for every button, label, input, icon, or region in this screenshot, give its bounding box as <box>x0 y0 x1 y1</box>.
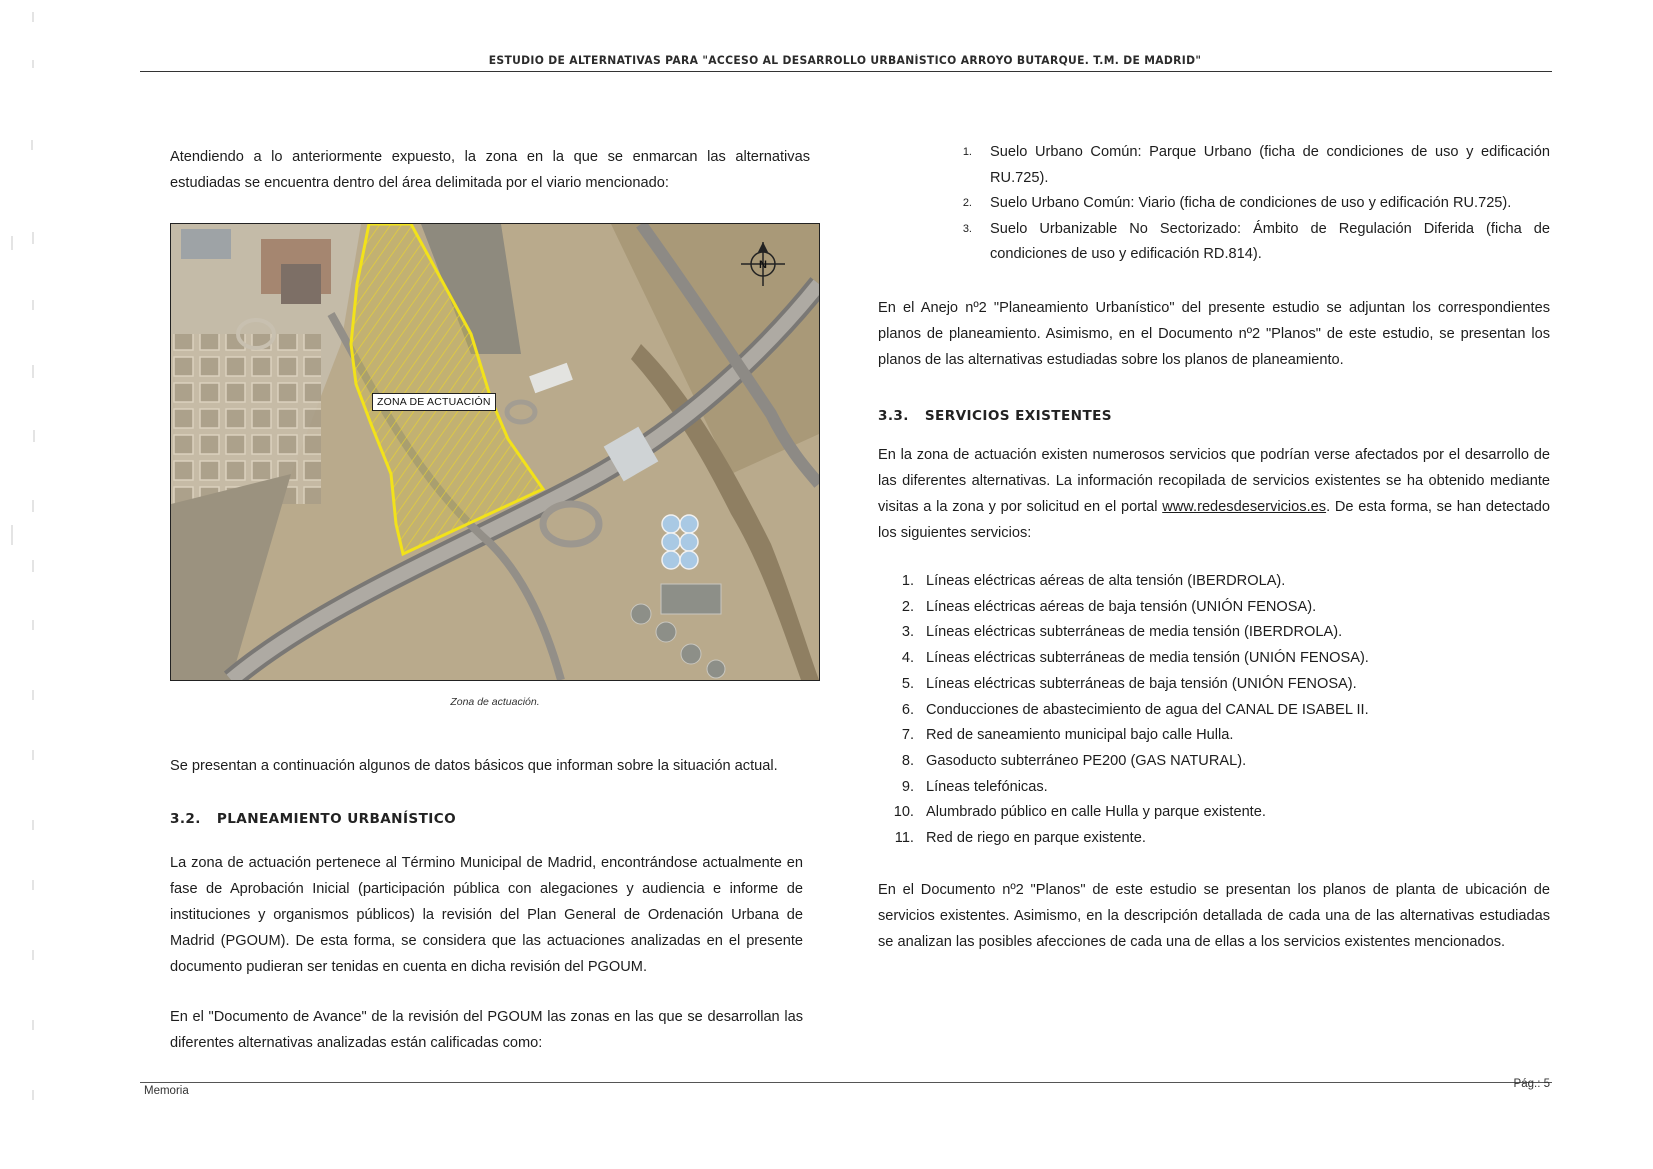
intro-paragraph: Atendiendo a lo anteriormente expuesto, la zona en la que se enmarcan las alternativas estudiadas se encuentra dentro del área delimitada por el viario mencionado: <box>170 149 810 191</box>
zona-de-actuacion-label: ZONA DE ACTUACIÓN <box>372 393 496 411</box>
aerial-photo <box>171 224 819 680</box>
document-header-title: ESTUDIO DE ALTERNATIVAS PARA "ACCESO AL DESARROLLO URBANÍSTICO ARROYO BUTARQUE. T.M. DE MADRID" <box>488 54 1202 67</box>
scan-edge-marks <box>0 0 40 1169</box>
aerial-map <box>170 223 820 681</box>
list-item-text: Líneas eléctricas aéreas de baja tensión (UNIÓN FENOSA). <box>926 598 1317 615</box>
section-title: SERVICIOS EXISTENTES <box>924 408 1112 424</box>
list-item <box>878 646 1550 672</box>
list-item-number: 5. <box>901 675 914 692</box>
section-heading-3-2 <box>170 806 456 832</box>
calificaciones-list <box>948 140 1550 268</box>
list-item-number: 8. <box>901 752 914 769</box>
list-item-text: Líneas eléctricas aéreas de alta tensión (IBERDROLA). <box>926 573 1286 589</box>
servicios-intro-text-end: . De esta forma, se han detectado los siguientes servicios: <box>878 499 1550 541</box>
servicios-intro-paragraph <box>878 442 1550 546</box>
list-item-number: 9. <box>901 778 914 795</box>
list-item-text: Alumbrado público en calle Hulla y parque existente. <box>926 804 1266 821</box>
list-item-number: 2. <box>901 598 914 615</box>
section-heading-3-3 <box>878 403 1112 429</box>
list-item-text: Red de saneamiento municipal bajo calle Hulla. <box>926 727 1234 744</box>
servicios-intro-text: En la zona de actuación existen numerosos servicios que podrían verse afectados por el desarrollo de las diferentes alternativas. La información recopilada de servicios existentes se ha obtenido mediante visitas a la zona y por solicitud en el portal <box>878 447 1550 515</box>
section-number: 3.2. <box>170 811 201 827</box>
list-item-text: Gasoducto subterráneo PE200 (GAS NATURAL). <box>926 752 1247 769</box>
list-item-number: 10. <box>893 804 914 821</box>
list-item-number: 11. <box>894 830 914 847</box>
list-item <box>878 672 1550 698</box>
list-item <box>948 217 1550 268</box>
north-label: N <box>759 259 767 271</box>
list-item-number: 4. <box>901 650 914 667</box>
section-title: PLANEAMIENTO URBANÍSTICO <box>216 811 457 827</box>
list-item <box>948 191 1550 217</box>
list-item <box>878 569 1550 595</box>
list-item <box>878 723 1550 749</box>
list-item-number: 3. <box>962 222 972 235</box>
planos-paragraph: En el Documento nº2 "Planos" de este estudio se presentan los planos de planta de ubicación de servicios existentes. Asimismo, en la descripción detallada de cada una de las alternativas estudiadas se analizan las posibles afecciones de cada una de ellas a los servicios existentes mencionados. <box>878 882 1550 950</box>
planeamiento-paragraph: La zona de actuación pertenece al Término Municipal de Madrid, encontrándose actualmente en fase de Aprobación Inicial (participación pública con alegaciones y audiencia e informe de instituciones y organismos públicos) la revisión del Plan General de Ordenación Urbana de Madrid (PGOUM). De esta forma, se considera que las actuaciones analizadas en el presente documento pudieran ser tenidas en cuenta en dicha revisión del PGOUM. <box>170 855 803 975</box>
list-item-text: Conducciones de abastecimiento de agua del CANAL DE ISABEL II. <box>926 701 1369 718</box>
list-item <box>878 595 1550 621</box>
list-item-text: Líneas eléctricas subterráneas de media tensión (UNIÓN FENOSA). <box>926 650 1369 667</box>
list-item-text: Líneas telefónicas. <box>926 778 1048 795</box>
list-item-number: 3. <box>901 624 914 641</box>
list-item-number: 1. <box>962 146 972 158</box>
list-item <box>878 698 1550 724</box>
list-item-text: Líneas eléctricas subterráneas de media tensión (IBERDROLA). <box>926 624 1343 641</box>
list-item <box>878 775 1550 801</box>
documento-avance-paragraph: En el "Documento de Avance" de la revisión del PGOUM las zonas en las que se desarrollan las diferentes alternativas analizadas están calificadas como: <box>170 1009 803 1051</box>
list-item <box>948 140 1550 191</box>
footer-rule <box>140 1082 1552 1083</box>
list-item <box>878 749 1550 775</box>
list-item-text: Red de riego en parque existente. <box>926 830 1146 847</box>
list-item <box>878 620 1550 646</box>
list-item-number: 2. <box>962 197 972 209</box>
page-number: Pág.: 5 <box>1513 1078 1550 1090</box>
datos-basicos-paragraph: Se presentan a continuación algunos de datos básicos que informan sobre la situación actual. <box>170 758 778 774</box>
list-item-text: Suelo Urbanizable No Sectorizado: Ámbito de Regulación Diferida (ficha de condiciones de uso y edificación RD.814). <box>990 220 1550 262</box>
anejo-paragraph: En el Anejo nº2 "Planeamiento Urbanístico" del presente estudio se adjuntan los correspondientes planos de planeamiento. Asimismo, en el Documento nº2 "Planos" de este estudio, se presentan los planos de las alternativas estudiadas sobre los planos de planeamiento. <box>878 300 1550 368</box>
map-caption: Zona de actuación. <box>450 696 540 708</box>
section-number: 3.3. <box>878 408 909 424</box>
list-item <box>878 826 1550 852</box>
list-item-text: Líneas eléctricas subterráneas de baja tensión (UNIÓN FENOSA). <box>926 675 1357 692</box>
redesdeservicios-link[interactable]: www.redesdeservicios.es <box>1162 499 1327 515</box>
list-item-number: 1. <box>901 573 914 589</box>
servicios-list <box>878 569 1550 852</box>
list-item-text: Suelo Urbano Común: Parque Urbano (ficha de condiciones de uso y edificación RU.725). <box>990 144 1550 186</box>
footer-label: Memoria <box>144 1085 189 1097</box>
list-item-number: 7. <box>901 727 914 744</box>
list-item <box>878 800 1550 826</box>
list-item-number: 6. <box>901 701 914 718</box>
list-item-text: Suelo Urbano Común: Viario (ficha de condiciones de uso y edificación RU.725). <box>990 195 1512 211</box>
